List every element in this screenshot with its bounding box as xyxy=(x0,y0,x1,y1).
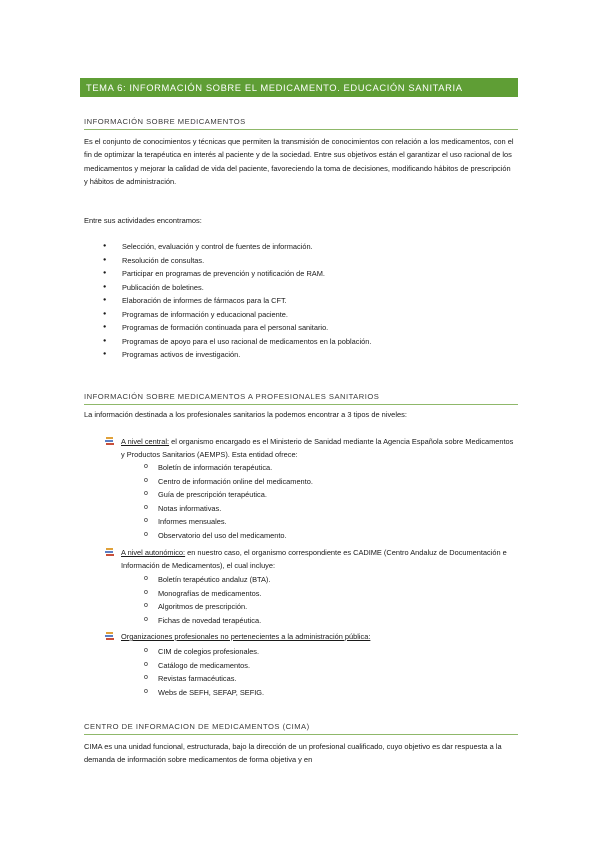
section-title-info-medicamentos: INFORMACIÓN SOBRE MEDICAMENTOS xyxy=(84,117,518,130)
list-item: ● Elaboración de informes de fármacos para la CFT. xyxy=(100,294,371,308)
list-item: o Fichas de novedad terapéutica. xyxy=(144,614,270,628)
list-item: o Algoritmos de prescripción. xyxy=(144,600,270,614)
list-item: ● Programas de formación continuada para el personal sanitario. xyxy=(100,321,371,335)
chapter-banner: TEMA 6: INFORMACIÓN SOBRE EL MEDICAMENTO. EDUCACIÓN SANITARIA xyxy=(80,78,518,97)
book-stack-icon xyxy=(105,632,115,641)
level-autonomico xyxy=(105,546,515,572)
list-item: ● Programas activos de investigación. xyxy=(100,348,371,362)
list-item: o Boletín de información terapéutica. xyxy=(144,461,313,475)
organizaciones-items-list xyxy=(144,645,264,699)
list-item: o Guía de prescripción terapéutica. xyxy=(144,488,313,502)
section2-intro: La información destinada a los profesionales sanitarios la podemos encontrar a 3 tipos de niveles: xyxy=(84,410,407,419)
list-item: o Centro de información online del medicamento. xyxy=(144,475,313,489)
level-label: A nivel autonómico: xyxy=(121,548,186,557)
section1-intro: Entre sus actividades encontramos: xyxy=(84,216,202,225)
level-organizaciones xyxy=(105,630,515,643)
central-items-list xyxy=(144,461,313,543)
list-item: ● Selección, evaluación y control de fuentes de información. xyxy=(100,240,371,254)
section1-paragraph: Es el conjunto de conocimientos y técnicas que permiten la transmisión de conocimientos con relación a los medicamentos, con el fin de optimizar la terapéutica en interés al paciente y de la sociedad. Entre sus objetivos están el garantizar el uso racional de los medicamentos y mejorar la calidad de vida del paciente, favoreciendo la toma de decisiones, modificando hábitos de prescripción y hábitos de administración. xyxy=(84,137,514,186)
activities-list xyxy=(100,240,371,362)
list-item: ● Programas de apoyo para el uso racional de medicamentos en la población. xyxy=(100,335,371,349)
list-item: ● Programas de información y educacional paciente. xyxy=(100,308,371,322)
autonomico-items-list xyxy=(144,573,270,627)
section-title-profesionales: INFORMACIÓN SOBRE MEDICAMENTOS A PROFESIONALES SANITARIOS xyxy=(84,392,518,405)
book-stack-icon xyxy=(105,548,115,557)
level-label: Organizaciones profesionales no pertenecientes a la administración pública: xyxy=(121,632,371,641)
list-item: o Revistas farmacéuticas. xyxy=(144,672,264,686)
list-item: ● Publicación de boletines. xyxy=(100,281,371,295)
level-central xyxy=(105,435,515,461)
level-text: en nuestro caso, el organismo correspondiente es CADIME (Centro Andaluz de Documentación e Información de Medicamentos), el cual incluye: xyxy=(121,548,507,570)
level-text: el organismo encargado es el Ministerio de Sanidad mediante la Agencia Española sobre Medicamentos y Productos Sanitarios (AEMPS). Esta entidad ofrece: xyxy=(121,437,514,459)
list-item: o Informes mensuales. xyxy=(144,515,313,529)
section-title-cima: CENTRO DE INFORMACION DE MEDICAMENTOS (CIMA) xyxy=(84,722,518,735)
book-stack-icon xyxy=(105,437,115,446)
list-item: o Catálogo de medicamentos. xyxy=(144,659,264,673)
list-item: o Notas informativas. xyxy=(144,502,313,516)
list-item: o CIM de colegios profesionales. xyxy=(144,645,264,659)
list-item: o Observatorio del uso del medicamento. xyxy=(144,529,313,543)
list-item: o Boletín terapéutico andaluz (BTA). xyxy=(144,573,270,587)
section3-paragraph: CIMA es una unidad funcional, estructurada, bajo la dirección de un profesional cualificado, cuyo objetivo es dar respuesta a la demanda de información sobre medicamentos de forma objetiva y en xyxy=(84,742,502,765)
level-label: A nivel central: xyxy=(121,437,170,446)
list-item: o Monografías de medicamentos. xyxy=(144,587,270,601)
list-item: ● Participar en programas de prevención y notificación de RAM. xyxy=(100,267,371,281)
list-item: ● Resolución de consultas. xyxy=(100,254,371,268)
list-item: o Webs de SEFH, SEFAP, SEFIG. xyxy=(144,686,264,700)
